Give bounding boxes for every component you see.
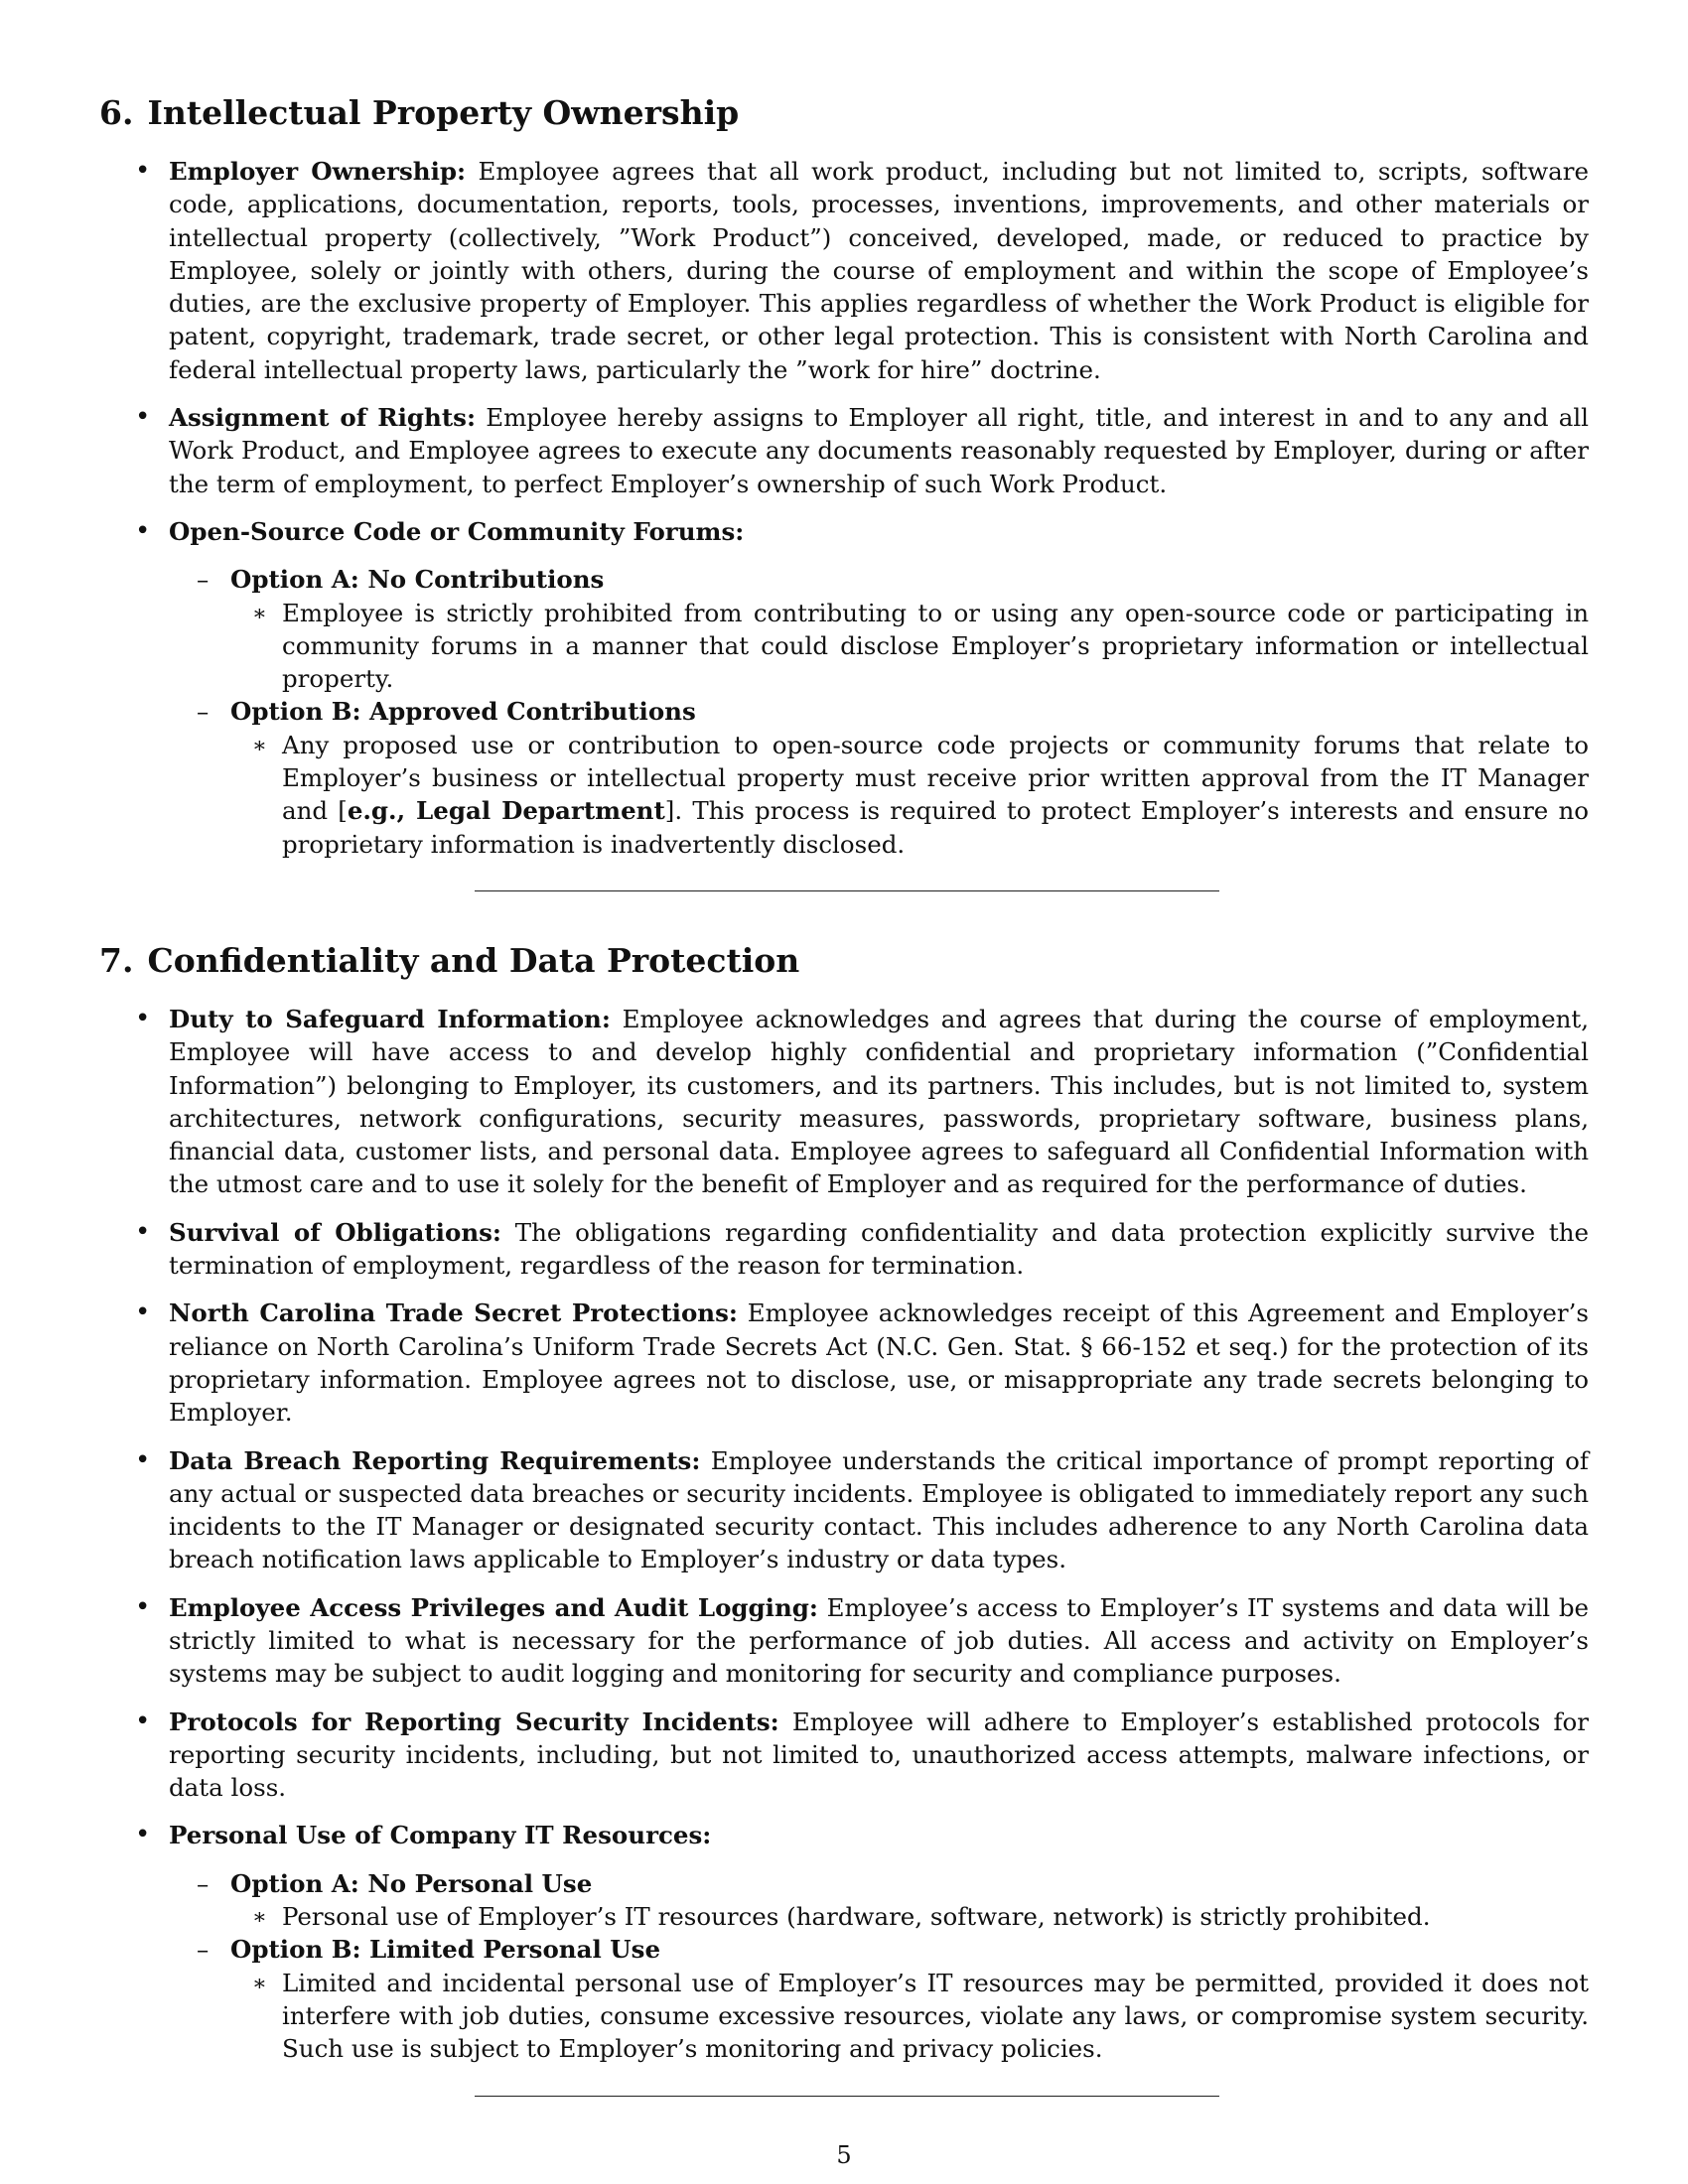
option-a-text: ∗ Personal use of Employer’s IT resources (hardware, software, network) is strictly prohibited. [230, 1900, 1589, 1933]
document-page [99, 91, 1589, 2144]
option-b-approved-contributions: – Option B: Approved Contributions ∗ Any proposed use or contribution to open-source code projects or community forums that relate to Employer’s business or intellectual property must receive prior written approval from the IT Manager and [e.g., Legal Department]. This process is required to protect Employer’s interests and ensure no proprietary information is inadvertently disclosed. [169, 695, 1589, 860]
list-item-access-privileges: • Employee Access Privileges and Audit Logging: Employee’s access to Employer’s IT systems and data will be strictly limited to what is necessary for the performance of job duties. All access and activity on Employer’s systems may be subject to audit logging and monitoring for security and compliance purposes. [99, 1591, 1589, 1691]
option-a-no-contributions: – Option A: No Contributions ∗ Employee is strictly prohibited from contributing to or using any open-source code or participating in community forums in a manner that could disclose Employer’s proprietary information or intellectual property. [169, 563, 1589, 695]
list-item-survival: • Survival of Obligations: The obligations regarding confidentiality and data protection explicitly survive the termination of employment, regardless of the reason for termination. [99, 1216, 1589, 1283]
option-a-text: ∗ Employee is strictly prohibited from contributing to or using any open-source code or participating in community forums in a manner that could disclose Employer’s proprietary information or intellectual property. [230, 597, 1589, 696]
option-b-text: ∗ Any proposed use or contribution to open-source code projects or community forums that relate to Employer’s business or intellectual property must receive prior written approval from the IT Manager and [e.g., Legal Department]. This process is required to protect Employer’s interests and ensure no proprietary information is inadvertently disclosed. [230, 729, 1589, 861]
list-item-security-protocols: • Protocols for Reporting Security Incidents: Employee will adhere to Employer’s established protocols for reporting security incidents, including, but not limited to, unauthorized access attempts, malware infections, or data loss. [99, 1706, 1589, 1805]
section-divider [475, 890, 1219, 891]
list-item-assignment-of-rights: • Assignment of Rights: Employee hereby assigns to Employer all right, title, and interest in and to any and all Work Product, and Employee agrees to execute any documents reasonably requested by Employer, during or after the term of employment, to perfect Employer’s ownership of such Work Product. [99, 401, 1589, 500]
option-a-no-personal-use: – Option A: No Personal Use ∗ Personal use of Employer’s IT resources (hardware, software, network) is strictly prohibited. [169, 1867, 1589, 1934]
list-item-data-breach: • Data Breach Reporting Requirements: Employee understands the critical importance of prompt reporting of any actual or suspected data breaches or security incidents. Employee is obligated to immediately report any such incidents to the IT Manager or designated security contact. This includes adherence to any North Carolina data breach notification laws applicable to Employer’s industry or data types. [99, 1444, 1589, 1576]
section-7-list [99, 1003, 1589, 2066]
section-6-heading: 6. Intellectual Property Ownership [99, 93, 740, 132]
open-source-options [169, 563, 1589, 861]
list-item-trade-secret: • North Carolina Trade Secret Protections: Employee acknowledges receipt of this Agreement and Employer’s reliance on North Carolina’s Uniform Trade Secrets Act (N.C. Gen. Stat. § 66-152 et seq.) for the protection of its proprietary information. Employee agrees not to disclose, use, or misappropriate any trade secrets belonging to Employer. [99, 1297, 1589, 1429]
section-6-list [99, 155, 1589, 861]
list-item-employer-ownership: • Employer Ownership: Employee agrees that all work product, including but not limited to, scripts, software code, applications, documentation, reports, tools, processes, inventions, improvements, and other materials or intellectual property (collectively, ”Work Product”) conceived, developed, made, or reduced to practice by Employee, solely or jointly with others, during the course of employment and within the scope of Employee’s duties, are the exclusive property of Employer. This applies regardless of whether the Work Product is eligible for patent, copyright, trademark, trade secret, or other legal protection. This is consistent with North Carolina and federal intellectual property laws, particularly the ”work for hire” doctrine. [99, 155, 1589, 386]
personal-use-options [169, 1867, 1589, 2066]
option-b-text: ∗ Limited and incidental personal use of Employer’s IT resources may be permitted, provided it does not interfere with job duties, consume excessive resources, violate any laws, or compromise system security. Such use is subject to Employer’s monitoring and privacy policies. [230, 1967, 1589, 2066]
section-divider-bottom [475, 2096, 1219, 2097]
page-number: 5 [836, 2141, 852, 2169]
list-item-personal-use: • Personal Use of Company IT Resources: – Option A: No Personal Use ∗ Personal use of Employer’s IT resources (hardware, software, network) is strictly prohibited. – Option B: Limited Personal Use ∗ Limited and incidental personal use of Employer’s IT resources may be permitted, provided it does not interfere with job duties, consume excessive resources, violate any laws, or compromise system security. Such use is subject to Employer’s monitoring and privacy policies. [99, 1819, 1589, 2065]
list-item-open-source: • Open-Source Code or Community Forums: – Option A: No Contributions ∗ Employee is strictly prohibited from contributing to or using any open-source code or participating in community forums in a manner that could disclose Employer’s proprietary information or intellectual property. – Option B: Approved Contributions ∗ Any proposed use or contribution to open-source code projects or community forums that relate to Employer’s business or intellectual property must receive prior written approval from the IT Manager and [e.g., Legal Department]. This process is required to protect Employer’s interests and ensure no proprietary information is inadvertently disclosed. [99, 515, 1589, 861]
list-item-duty-to-safeguard: • Duty to Safeguard Information: Employee acknowledges and agrees that during the course of employment, Employee will have access to and develop highly confidential and proprietary information (”Confidential Information”) belonging to Employer, its customers, and its partners. This includes, but is not limited to, system architectures, network configurations, security measures, passwords, proprietary software, business plans, financial data, customer lists, and personal data. Employee agrees to safeguard all Confidential Information with the utmost care and to use it solely for the benefit of Employer and as required for the performance of duties. [99, 1003, 1589, 1201]
section-7-heading: 7. Confidentiality and Data Protection [99, 940, 800, 980]
option-b-limited-personal-use: – Option B: Limited Personal Use ∗ Limited and incidental personal use of Employer’s IT resources may be permitted, provided it does not interfere with job duties, consume excessive resources, violate any laws, or compromise system security. Such use is subject to Employer’s monitoring and privacy policies. [169, 1933, 1589, 2065]
